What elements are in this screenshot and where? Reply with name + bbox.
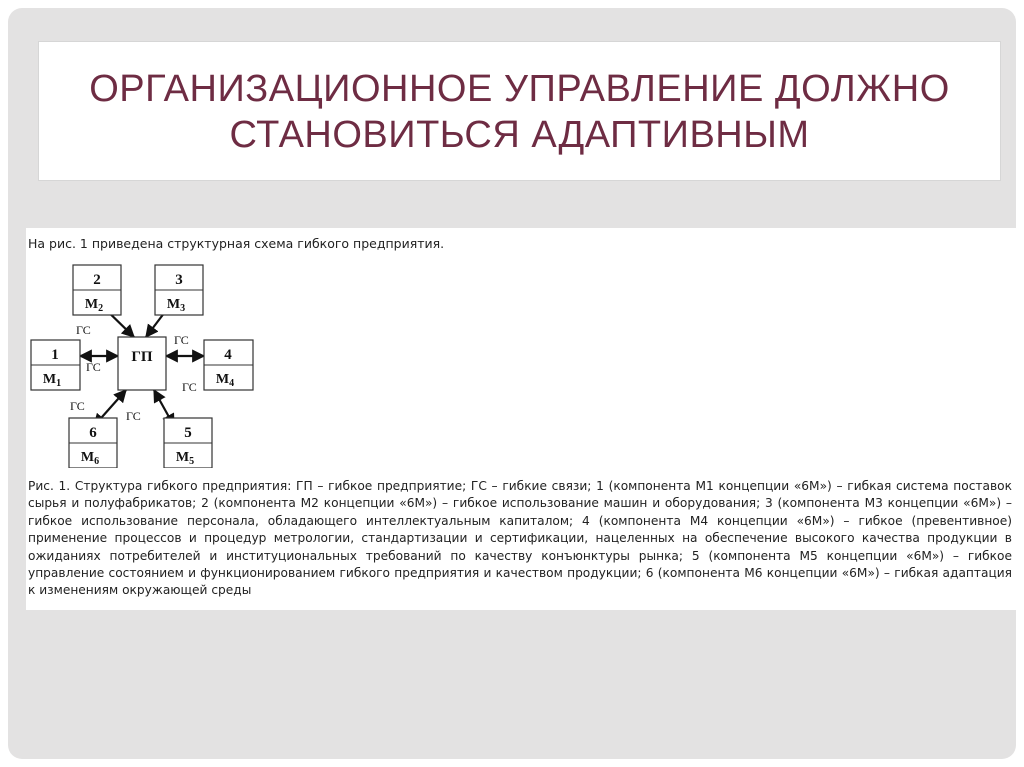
node-5-module: $M_5$ bbox=[175, 450, 195, 467]
node-3 bbox=[155, 265, 203, 315]
node-1 bbox=[31, 340, 80, 390]
edge-label-gs-2: ГС bbox=[76, 323, 91, 337]
flexible-enterprise-diagram bbox=[26, 258, 266, 468]
edge-label-gs-3: ГС bbox=[174, 333, 189, 347]
node-6 bbox=[69, 418, 117, 468]
edge-label-gs-1: ГС bbox=[86, 360, 101, 374]
intro-text: На рис. 1 приведена структурная схема гибкого предприятия. bbox=[28, 236, 445, 251]
node-1-module: $M_1$ bbox=[42, 372, 62, 389]
slide-title: ОРГАНИЗАЦИОННОЕ УПРАВЛЕНИЕ ДОЛЖНО СТАНОВИТЬСЯ АДАПТИВНЫМ bbox=[89, 68, 950, 156]
node-3-module: $M_3$ bbox=[166, 297, 186, 314]
node-2-module: $M_2$ bbox=[84, 297, 104, 314]
edge-label-gs-4: ГС bbox=[182, 380, 197, 394]
node-2 bbox=[73, 265, 121, 315]
node-6-number: 6 bbox=[89, 425, 97, 441]
node-1-number: 1 bbox=[51, 347, 59, 363]
node-4-number: 4 bbox=[224, 347, 232, 363]
center-node-label: ГП bbox=[131, 349, 153, 365]
node-5 bbox=[164, 418, 212, 468]
node-6-module: $M_6$ bbox=[80, 450, 100, 467]
node-5-number: 5 bbox=[184, 425, 192, 441]
node-4-module: $M_4$ bbox=[215, 372, 235, 389]
node-3-number: 3 bbox=[175, 272, 183, 288]
title-box bbox=[38, 41, 1001, 181]
edge-label-gs-5: ГС bbox=[126, 409, 141, 423]
node-2-number: 2 bbox=[93, 272, 101, 288]
content-image bbox=[26, 228, 1020, 610]
slide-background bbox=[8, 8, 1016, 759]
edge-label-gs-6: ГС bbox=[70, 399, 85, 413]
node-4 bbox=[204, 340, 253, 390]
figure-caption: Рис. 1. Структура гибкого предприятия: ГП – гибкое предприятие; ГС – гибкие связи; 1 (компонента М1 концепции «6М») – гибкая система поставок сырья и полуфабрикатов; 2 (компонента М2 концепции «6М») – гибкое использование машин и оборудования; 3 (компонента М3 концепции «6М») – гибкое использование персонала, обладающего интеллектуальным капиталом; 4 (компонента М4 концепции «6М») – гибкое (превентивное) применение процессов и процедур метрологии, стандартизации и сертификации, нацеленных на обеспечение высокого качества продукции в ожиданиях потребителей и институциональных требований по качеству конъюнктуры рынка; 5 (компонента М5 концепции «6М») – гибкое управление состоянием и функционированием гибкого предприятия и качеством продукции; 6 (компонента М6 концепции «6М») – гибкая адаптация к изменениям окружающей среды bbox=[28, 479, 1012, 598]
